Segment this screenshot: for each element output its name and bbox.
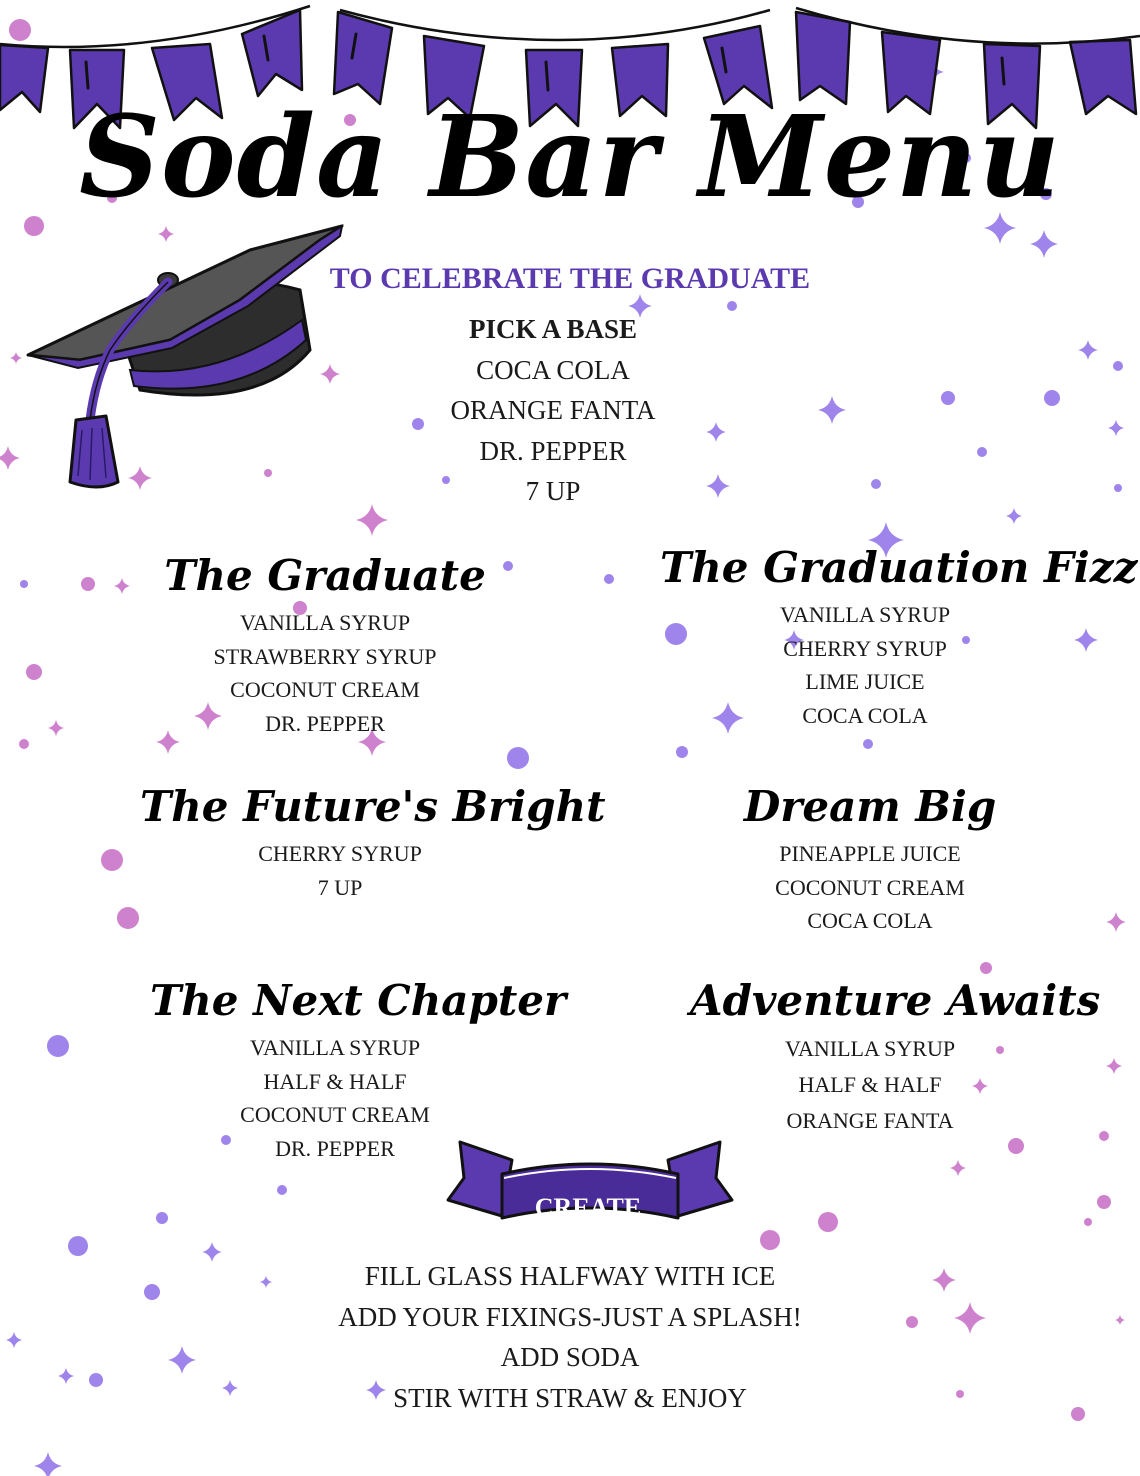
page-subtitle: TO CELEBRATE THE GRADUATE: [329, 262, 811, 295]
drink-name: Dream Big: [743, 782, 997, 831]
ingredient: ORANGE FANTA: [786, 1108, 954, 1133]
ribbon-banner-icon: [440, 1134, 740, 1244]
ingredient: LIME JUICE: [805, 669, 925, 694]
ingredient: CHERRY SYRUP: [258, 841, 422, 866]
drink-name: The Graduate: [164, 551, 486, 600]
ingredient: DR. PEPPER: [275, 1135, 395, 1161]
ingredient: CHERRY SYRUP: [783, 635, 947, 661]
drink-name: Adventure Awaits: [690, 976, 1101, 1025]
drink-dream-big: [700, 777, 1040, 938]
step-item: STIR WITH STRAW & ENJOY: [393, 1382, 747, 1413]
drink-the-futures-bright: [140, 777, 606, 904]
drink-the-graduate: [150, 546, 500, 740]
ingredient: COCONUT CREAM: [775, 874, 965, 900]
step-item: ADD YOUR FIXINGS-JUST A SPLASH!: [338, 1301, 802, 1332]
base-item: DR. PEPPER: [479, 435, 627, 466]
ingredient: VANILLA SYRUP: [784, 1036, 956, 1061]
ingredient: STRAWBERRY SYRUP: [213, 643, 437, 669]
ingredient: COCA COLA: [802, 702, 928, 728]
base-item: COCA COLA: [476, 354, 630, 385]
ingredient: DR. PEPPER: [265, 710, 385, 736]
ingredient: COCA COLA: [807, 908, 933, 933]
base-item: 7 UP: [525, 476, 581, 506]
ingredient: HALF & HALF: [798, 1072, 942, 1097]
ingredient: COCONUT CREAM: [240, 1102, 430, 1127]
drink-the-graduation-fizz: [660, 538, 1138, 732]
page-title: Soda Bar Menu: [79, 92, 1061, 223]
ingredient: VANILLA SYRUP: [779, 602, 951, 627]
ingredient: COCONUT CREAM: [230, 677, 420, 702]
step-item: ADD SODA: [500, 1342, 640, 1372]
create-banner-label: CREATE: [534, 1193, 642, 1222]
base-item: ORANGE FANTA: [450, 395, 656, 425]
base-heading: PICK A BASE: [468, 314, 638, 344]
base-section: [353, 309, 753, 512]
drink-name: The Next Chapter: [150, 976, 567, 1025]
ingredient: VANILLA SYRUP: [239, 610, 411, 635]
drink-adventure-awaits: [690, 971, 1101, 1139]
drink-name: The Graduation Fizz: [660, 543, 1138, 592]
ingredient: 7 UP: [317, 874, 363, 900]
drink-name: The Future's Bright: [140, 782, 606, 831]
create-steps: [270, 1256, 870, 1418]
ingredient: VANILLA SYRUP: [249, 1035, 421, 1060]
ingredient: PINEAPPLE JUICE: [779, 841, 961, 866]
ingredient: HALF & HALF: [263, 1068, 407, 1094]
step-item: FILL GLASS HALFWAY WITH ICE: [364, 1261, 776, 1291]
